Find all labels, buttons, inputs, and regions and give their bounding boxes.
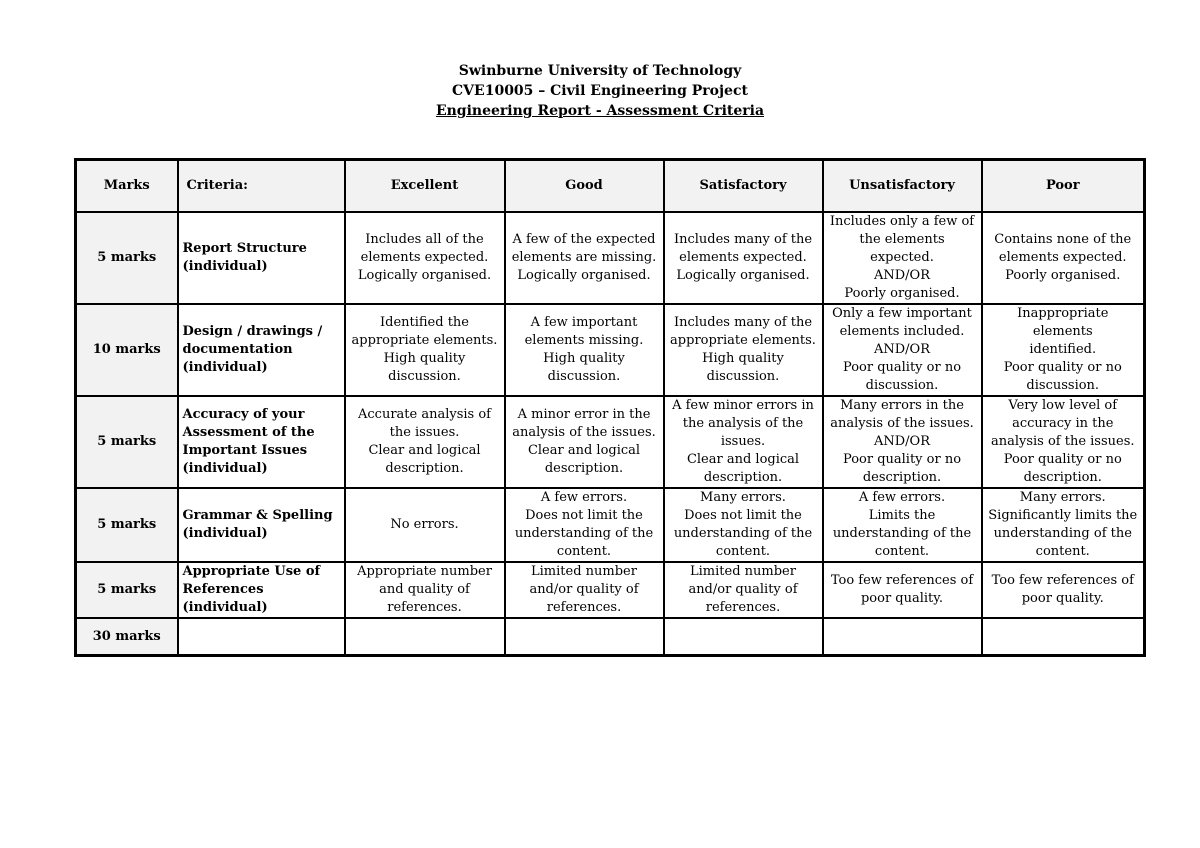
marks-cell: 5 marks (76, 562, 178, 618)
good-cell: A few important elements missing. High quality discussion. (505, 304, 664, 396)
unsatisfactory-cell: Many errors in the analysis of the issues. AND/OR Poor quality or no description. (823, 396, 982, 488)
satisfactory-cell: Includes many of the elements expected. Logically organised. (664, 212, 823, 304)
document-title: Engineering Report - Assessment Criteria (435, 103, 765, 119)
criteria-cell: Appropriate Use of References (individual) (178, 562, 345, 618)
good-cell: A few errors. Does not limit the understanding of the content. (505, 488, 664, 562)
marks-cell: 10 marks (76, 304, 178, 396)
document-header (0, 61, 1200, 121)
excellent-cell: Includes all of the elements expected. Logically organised. (345, 212, 505, 304)
unsatisfactory-cell: A few errors. Limits the understanding of the content. (823, 488, 982, 562)
satisfactory-cell: A few minor errors in the analysis of the issues. Clear and logical description. (664, 396, 823, 488)
table-row (76, 488, 1145, 562)
good-cell: Limited number and/or quality of references. (505, 562, 664, 618)
table-row (76, 396, 1145, 488)
unsatisfactory-cell: Only a few important elements included. AND/OR Poor quality or no discussion. (823, 304, 982, 396)
assessment-rubric-table (74, 158, 1146, 657)
total-row (76, 618, 1145, 656)
good-cell: A few of the expected elements are missing. Logically organised. (505, 212, 664, 304)
table-row (76, 304, 1145, 396)
satisfactory-cell: Limited number and/or quality of references. (664, 562, 823, 618)
unsatisfactory-cell: Includes only a few of the elements expected. AND/OR Poorly organised. (823, 212, 982, 304)
unit-title: CVE10005 – Civil Engineering Project (452, 83, 748, 99)
marks-cell: 5 marks (76, 212, 178, 304)
poor-cell: Too few references of poor quality. (982, 562, 1145, 618)
criteria-cell: Grammar & Spelling (individual) (178, 488, 345, 562)
excellent-cell: Identified the appropriate elements. High quality discussion. (345, 304, 505, 396)
empty-cell (982, 618, 1145, 656)
excellent-cell: Accurate analysis of the issues. Clear and logical description. (345, 396, 505, 488)
poor-cell: Contains none of the elements expected. Poorly organised. (982, 212, 1145, 304)
unsatisfactory-cell: Too few references of poor quality. (823, 562, 982, 618)
column-header-good: Good (505, 160, 664, 213)
marks-cell: 5 marks (76, 396, 178, 488)
table-row (76, 212, 1145, 304)
empty-cell (823, 618, 982, 656)
poor-cell: Many errors. Significantly limits the understanding of the content. (982, 488, 1145, 562)
criteria-cell: Design / drawings / documentation (individual) (178, 304, 345, 396)
column-header-marks: Marks (76, 160, 178, 213)
good-cell: A minor error in the analysis of the issues. Clear and logical description. (505, 396, 664, 488)
column-header-poor: Poor (982, 160, 1145, 213)
excellent-cell: Appropriate number and quality of references. (345, 562, 505, 618)
total-marks-cell: 30 marks (76, 618, 178, 656)
poor-cell: Very low level of accuracy in the analysis of the issues. Poor quality or no description. (982, 396, 1145, 488)
criteria-cell: Report Structure (individual) (178, 212, 345, 304)
table-row (76, 562, 1145, 618)
empty-cell (505, 618, 664, 656)
excellent-cell: No errors. (345, 488, 505, 562)
satisfactory-cell: Many errors. Does not limit the understanding of the content. (664, 488, 823, 562)
university-name: Swinburne University of Technology (458, 63, 742, 79)
empty-cell (345, 618, 505, 656)
column-header-excellent: Excellent (345, 160, 505, 213)
marks-cell: 5 marks (76, 488, 178, 562)
poor-cell: Inappropriate elements identified. Poor quality or no discussion. (982, 304, 1145, 396)
column-header-unsatisfactory: Unsatisfactory (823, 160, 982, 213)
satisfactory-cell: Includes many of the appropriate elements. High quality discussion. (664, 304, 823, 396)
empty-cell (664, 618, 823, 656)
header-row (76, 160, 1145, 213)
empty-cell (178, 618, 345, 656)
criteria-cell: Accuracy of your Assessment of the Important Issues (individual) (178, 396, 345, 488)
column-header-satisfactory: Satisfactory (664, 160, 823, 213)
column-header-criteria: Criteria: (178, 160, 345, 213)
